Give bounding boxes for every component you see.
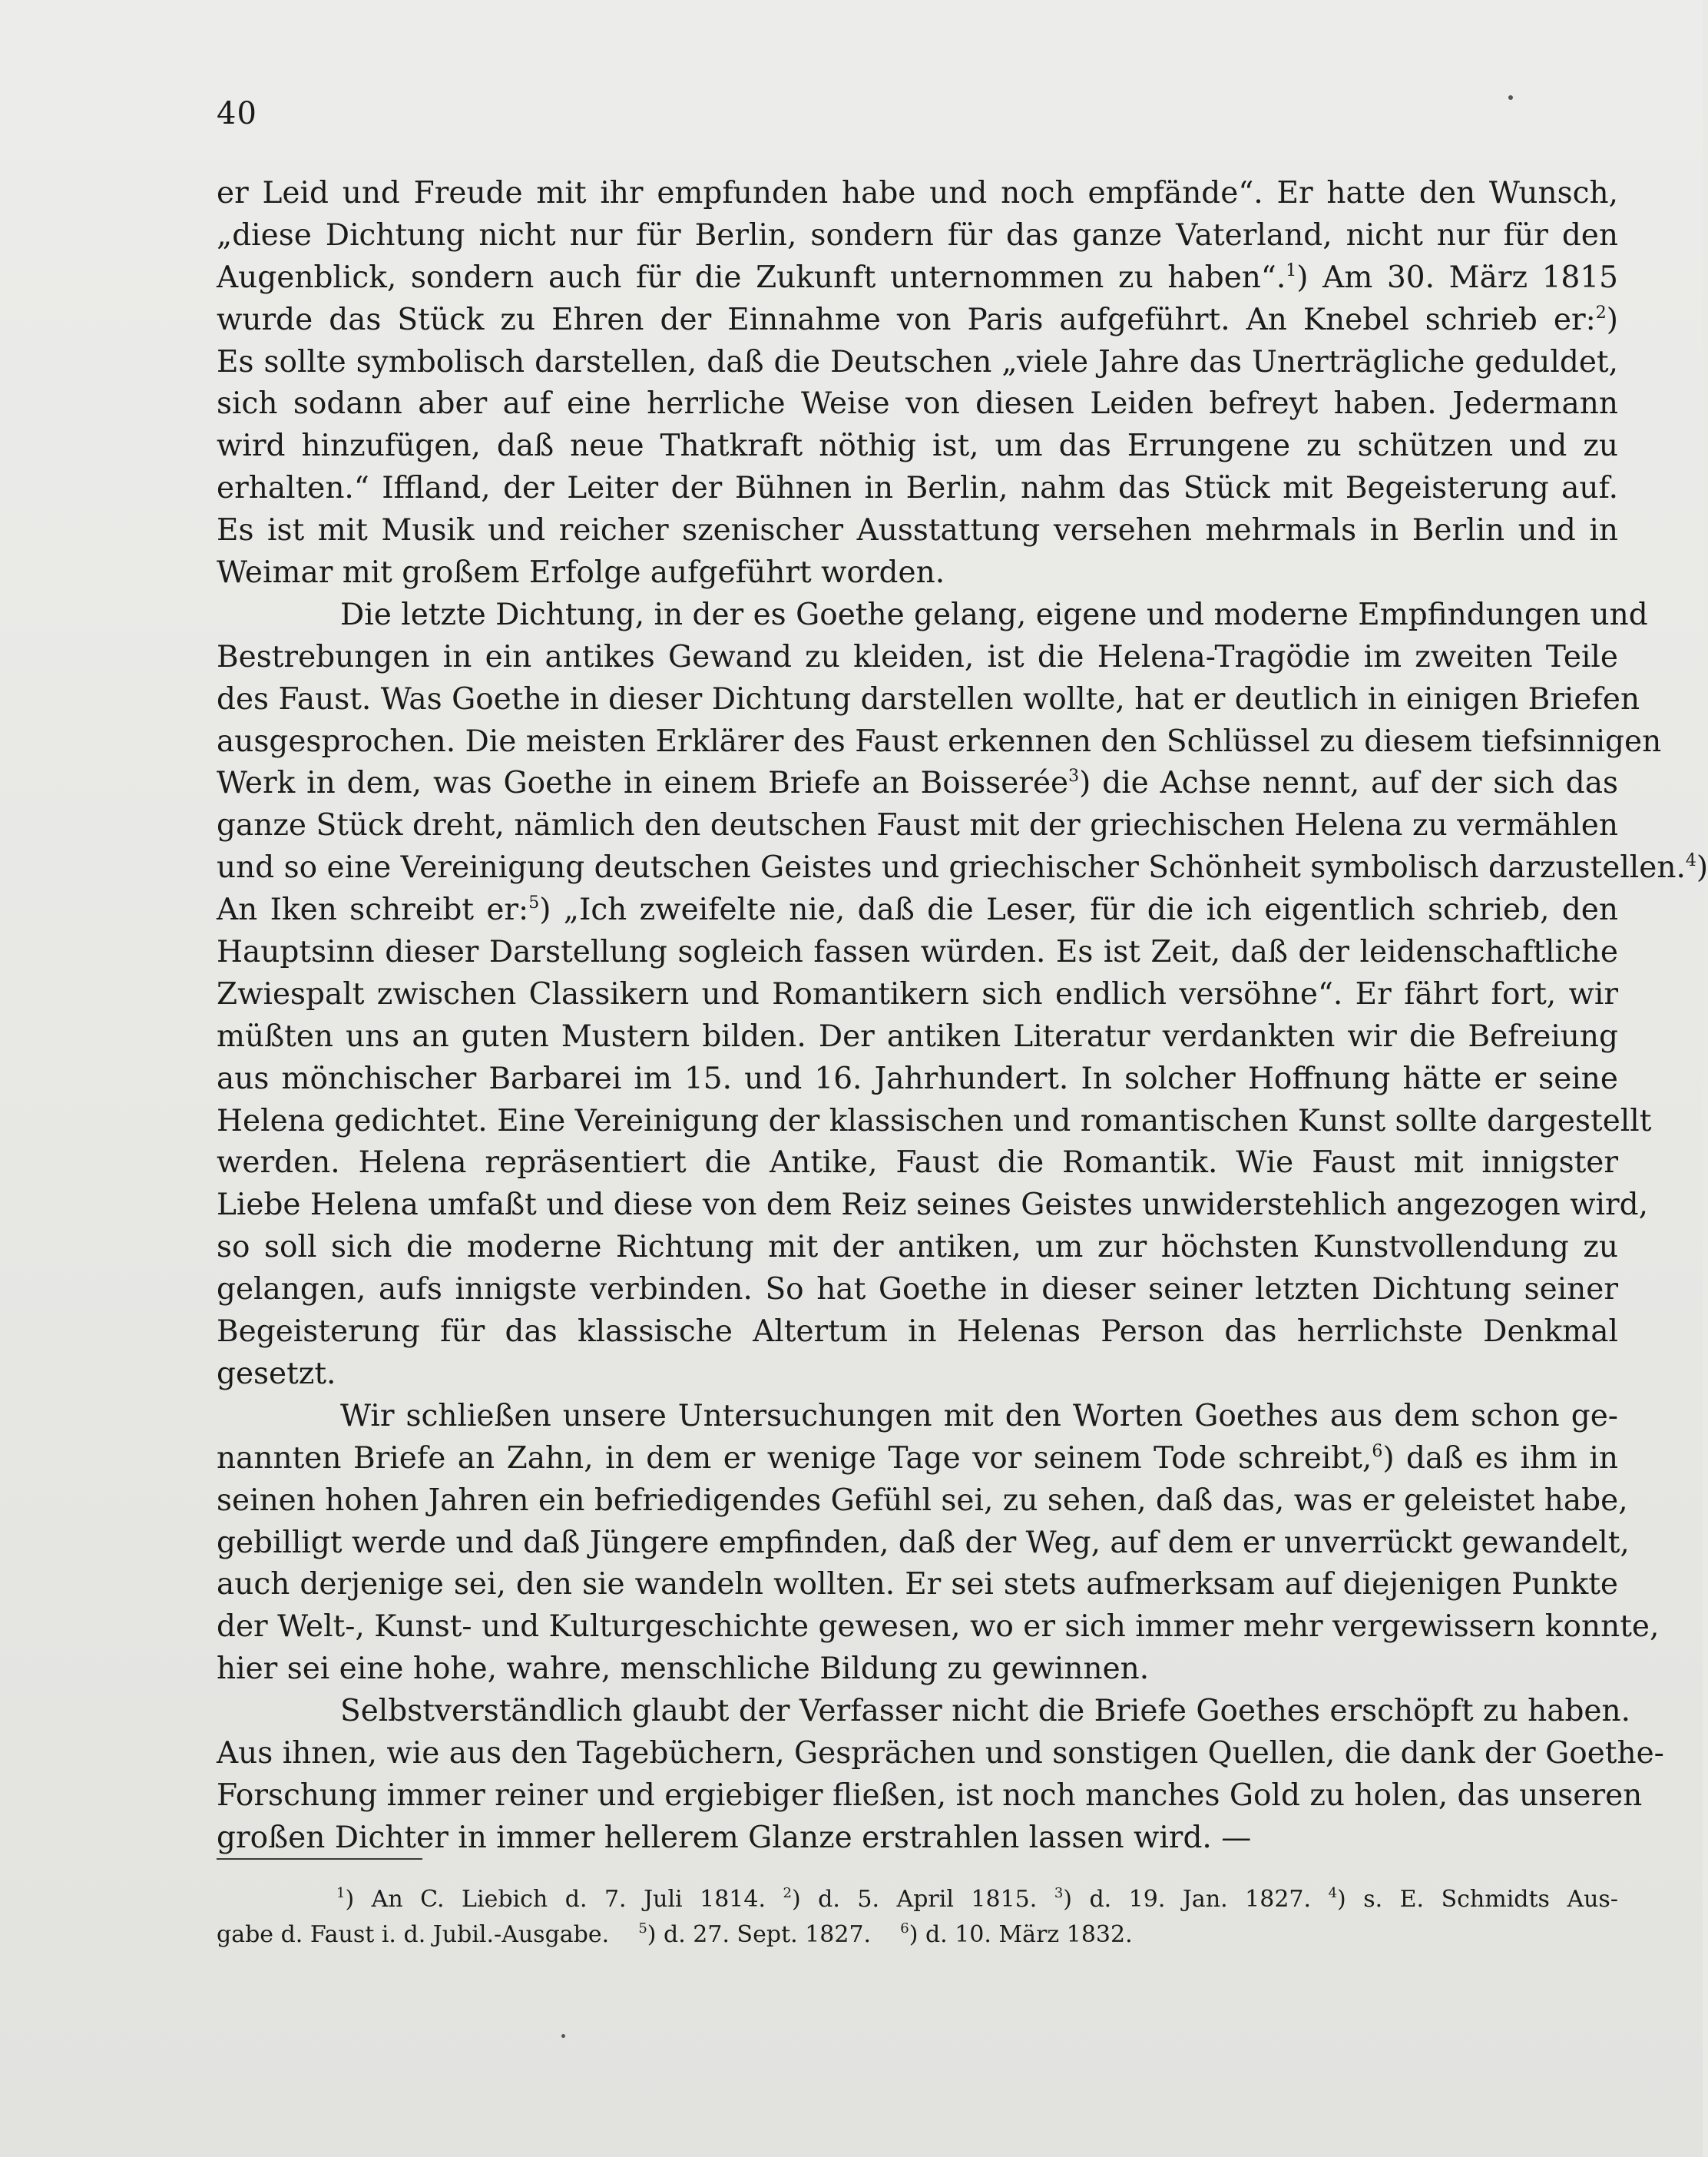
text-line: sich sodann aber auf eine herrliche Weise von diesen Leiden befreyt haben. Jedermann <box>217 386 1618 422</box>
footnote-continuation: gabe d. Faust i. d. Jubil.-Ausgabe. <box>217 1921 610 1948</box>
text-line-start: An Iken schreibt er: <box>217 893 529 928</box>
text-line: seinen hohen Jahren ein befriedigendes Gefühl sei, zu sehen, daß das, was er geleistet habe, <box>217 1483 1628 1518</box>
text-line: gelangen, aufs innigste verbinden. So hat Goethe in dieser seiner letzten Dichtung seiner <box>217 1272 1618 1307</box>
text-line: Selbstverständlich glaubt der Verfasser nicht die Briefe Goethes erschöpft zu haben. <box>340 1694 1631 1729</box>
text-line: Bestrebungen in ein antikes Gewand zu kleiden, ist die Helena-Tragödie im zweiten Teile <box>217 639 1618 674</box>
text-line-start: Augenblick, sondern auch für die Zukunft unternommen zu haben“. <box>217 260 1286 295</box>
text-line: Wir schließen unsere Untersuchungen mit den Worten Goethes aus dem schon ge- <box>340 1398 1618 1433</box>
text-line: Aus ihnen, wie aus den Tagebüchern, Gesprächen und sonstigen Quellen, die dank der Goethe- <box>217 1735 1664 1771</box>
text-line: „diese Dichtung nicht nur für Berlin, sondern für das ganze Vaterland, nicht nur für den <box>217 217 1618 253</box>
text-line: er Leid und Freude mit ihr empfunden habe und noch empfände“. Er hatte den Wunsch, <box>217 176 1618 210</box>
text-line: Liebe Helena umfaßt und diese von dem Reiz seines Geistes unwiderstehlich angezogen wird, <box>217 1188 1649 1223</box>
text-line: des Faust. Was Goethe in dieser Dichtung darstellen wollte, hat er deutlich in einigen Briefen <box>217 681 1640 717</box>
footnote: $^3$) d. 19. Jan. 1827. <box>1054 1885 1312 1913</box>
text-line: Hauptsinn dieser Darstellung sogleich fassen würden. Es ist Zeit, daß der leidenschaftliche <box>217 935 1618 970</box>
paper-speck <box>1508 95 1513 100</box>
text-line: Augenblick, sondern auch für die Zukunft unternommen zu haben“.$^1$) Am 30. März 1815 <box>217 260 1618 295</box>
text-line: auch derjenige sei, den sie wandeln wollten. Er sei stets aufmerksam auf diejenigen Punkte <box>217 1567 1618 1602</box>
text-line: Weimar mit großem Erfolge aufgeführt worden. <box>217 555 945 591</box>
footnote-line <box>217 1882 1618 1917</box>
text-line: gebilligt werde und daß Jüngere empfinden, daß der Weg, auf dem er unverrückt gewandelt, <box>217 1525 1630 1560</box>
text-line: so soll sich die moderne Richtung mit der antiken, um zur höchsten Kunstvollendung zu <box>217 1230 1618 1265</box>
text-line: erhalten.“ Iffland, der Leiter der Bühnen in Berlin, nahm das Stück mit Begeisterung auf. <box>217 471 1618 506</box>
text-line: großen Dichter in immer hellerem Glanze erstrahlen lassen wird. — <box>217 1820 1252 1855</box>
footnote-ref: 3 <box>1068 767 1080 787</box>
text-line: nannten Briefe an Zahn, in dem er wenige Tage vor seinem Tode schreibt,$^6$) daß es ihm in <box>217 1440 1618 1476</box>
footnote: $^5$) d. 27. Sept. 1827. <box>638 1920 872 1948</box>
text-line: ausgesprochen. Die meisten Erklärer des Faust erkennen den Schlüssel zu diesem tiefsinnigen <box>217 724 1662 759</box>
footnote-ref: 1 <box>1286 260 1297 280</box>
footnote: $^4$) s. E. Schmidts Aus- <box>1328 1885 1618 1913</box>
body-text <box>217 173 1708 1860</box>
text-line-end: „Ich zweifelte nie, daß die Leser, für die ich eigentlich schrieb, den <box>563 893 1618 928</box>
text-line-end: Am 30. März 1815 <box>1322 260 1618 295</box>
footnote-ref: 4 <box>1685 851 1696 871</box>
footnote-ref: 2 <box>1595 303 1607 323</box>
paper-speck <box>561 2034 565 2038</box>
footnotes <box>217 1882 1618 1953</box>
text-line-start: nannten Briefe an Zahn, in dem er wenige Tage vor seinem Tode schreibt, <box>217 1440 1372 1476</box>
text-line: ganze Stück dreht, nämlich den deutschen Faust mit der griechischen Helena zu vermählen <box>217 808 1618 843</box>
text-line: werden. Helena repräsentiert die Antike, Faust die Romantik. Wie Faust mit innigster <box>217 1145 1618 1181</box>
footnote-divider <box>217 1858 422 1860</box>
footnote-ref: 6 <box>1372 1441 1383 1461</box>
text-line: Es sollte symbolisch darstellen, daß die Deutschen „viele Jahre das Unerträgliche geduldet, <box>217 344 1618 379</box>
text-line-start: Werk in dem, was Goethe in einem Briefe an Boisserée <box>217 766 1069 801</box>
text-line: An Iken schreibt er:$^5$) „Ich zweifelte nie, daß die Leser, für die ich eigentlich schrieb, den <box>217 893 1618 928</box>
text-line: hier sei eine hohe, wahre, menschliche Bildung zu gewinnen. <box>217 1652 1150 1687</box>
text-line-start: wurde das Stück zu Ehren der Einnahme von Paris aufgeführt. An Knebel schrieb er: <box>217 302 1596 337</box>
footnote: $^1$) An C. Liebich d. 7. Juli 1814. <box>336 1885 766 1913</box>
footnote-line <box>217 1917 1618 1953</box>
text-line: Es ist mit Musik und reicher szenischer Ausstattung versehen mehrmals in Berlin und in <box>217 513 1618 548</box>
text-line: Zwiespalt zwischen Classikern und Romantikern sich endlich versöhne“. Er fährt fort, wir <box>217 976 1618 1012</box>
text-line: Helena gedichtet. Eine Vereinigung der klassischen und romantischen Kunst sollte dargestellt <box>217 1103 1652 1138</box>
text-line-start: und so eine Vereinigung deutschen Geistes und griechischer Schönheit symbolisch darzustellen. <box>217 850 1686 886</box>
text-line: Werk in dem, was Goethe in einem Briefe an Boisserée$^3$) die Achse nennt, auf der sich das <box>217 766 1618 801</box>
text-line: aus mönchischer Barbarei im 15. und 16. Jahrhundert. In solcher Hoffnung hätte er seine <box>217 1061 1618 1096</box>
text-line: Die letzte Dichtung, in der es Goethe gelang, eigene und moderne Empfindungen und <box>340 597 1648 632</box>
text-line-end: daß es ihm in <box>1406 1440 1618 1476</box>
text-line-end: die Achse nennt, auf der sich das <box>1102 766 1618 801</box>
text-line: Forschung immer reiner und ergiebiger fließen, ist noch manches Gold zu holen, das unseren <box>217 1778 1643 1813</box>
footnote: $^6$) d. 10. März 1832. <box>900 1920 1133 1948</box>
text-line: wird hinzufügen, daß neue Thatkraft nöthig ist, um das Errungene zu schützen und zu <box>217 429 1618 464</box>
text-line: wurde das Stück zu Ehren der Einnahme von Paris aufgeführt. An Knebel schrieb er:$^2$) <box>217 302 1618 337</box>
footnote-ref: 5 <box>528 893 540 913</box>
text-line: müßten uns an guten Mustern bilden. Der antiken Literatur verdankten wir die Befreiung <box>217 1019 1618 1054</box>
text-line: Begeisterung für das klassische Altertum in Helenas Person das herrlichste Denkmal <box>217 1314 1618 1350</box>
page-number: 40 <box>217 96 257 131</box>
text-line: der Welt-, Kunst- und Kulturgeschichte gewesen, wo er sich immer mehr vergewissern konnte, <box>217 1609 1660 1645</box>
footnote: $^2$) d. 5. April 1815. <box>783 1885 1038 1913</box>
text-line: und so eine Vereinigung deutschen Geistes und griechischer Schönheit symbolisch darzustellen.$^4$) <box>217 850 1708 886</box>
text-line: gesetzt. <box>217 1356 336 1391</box>
